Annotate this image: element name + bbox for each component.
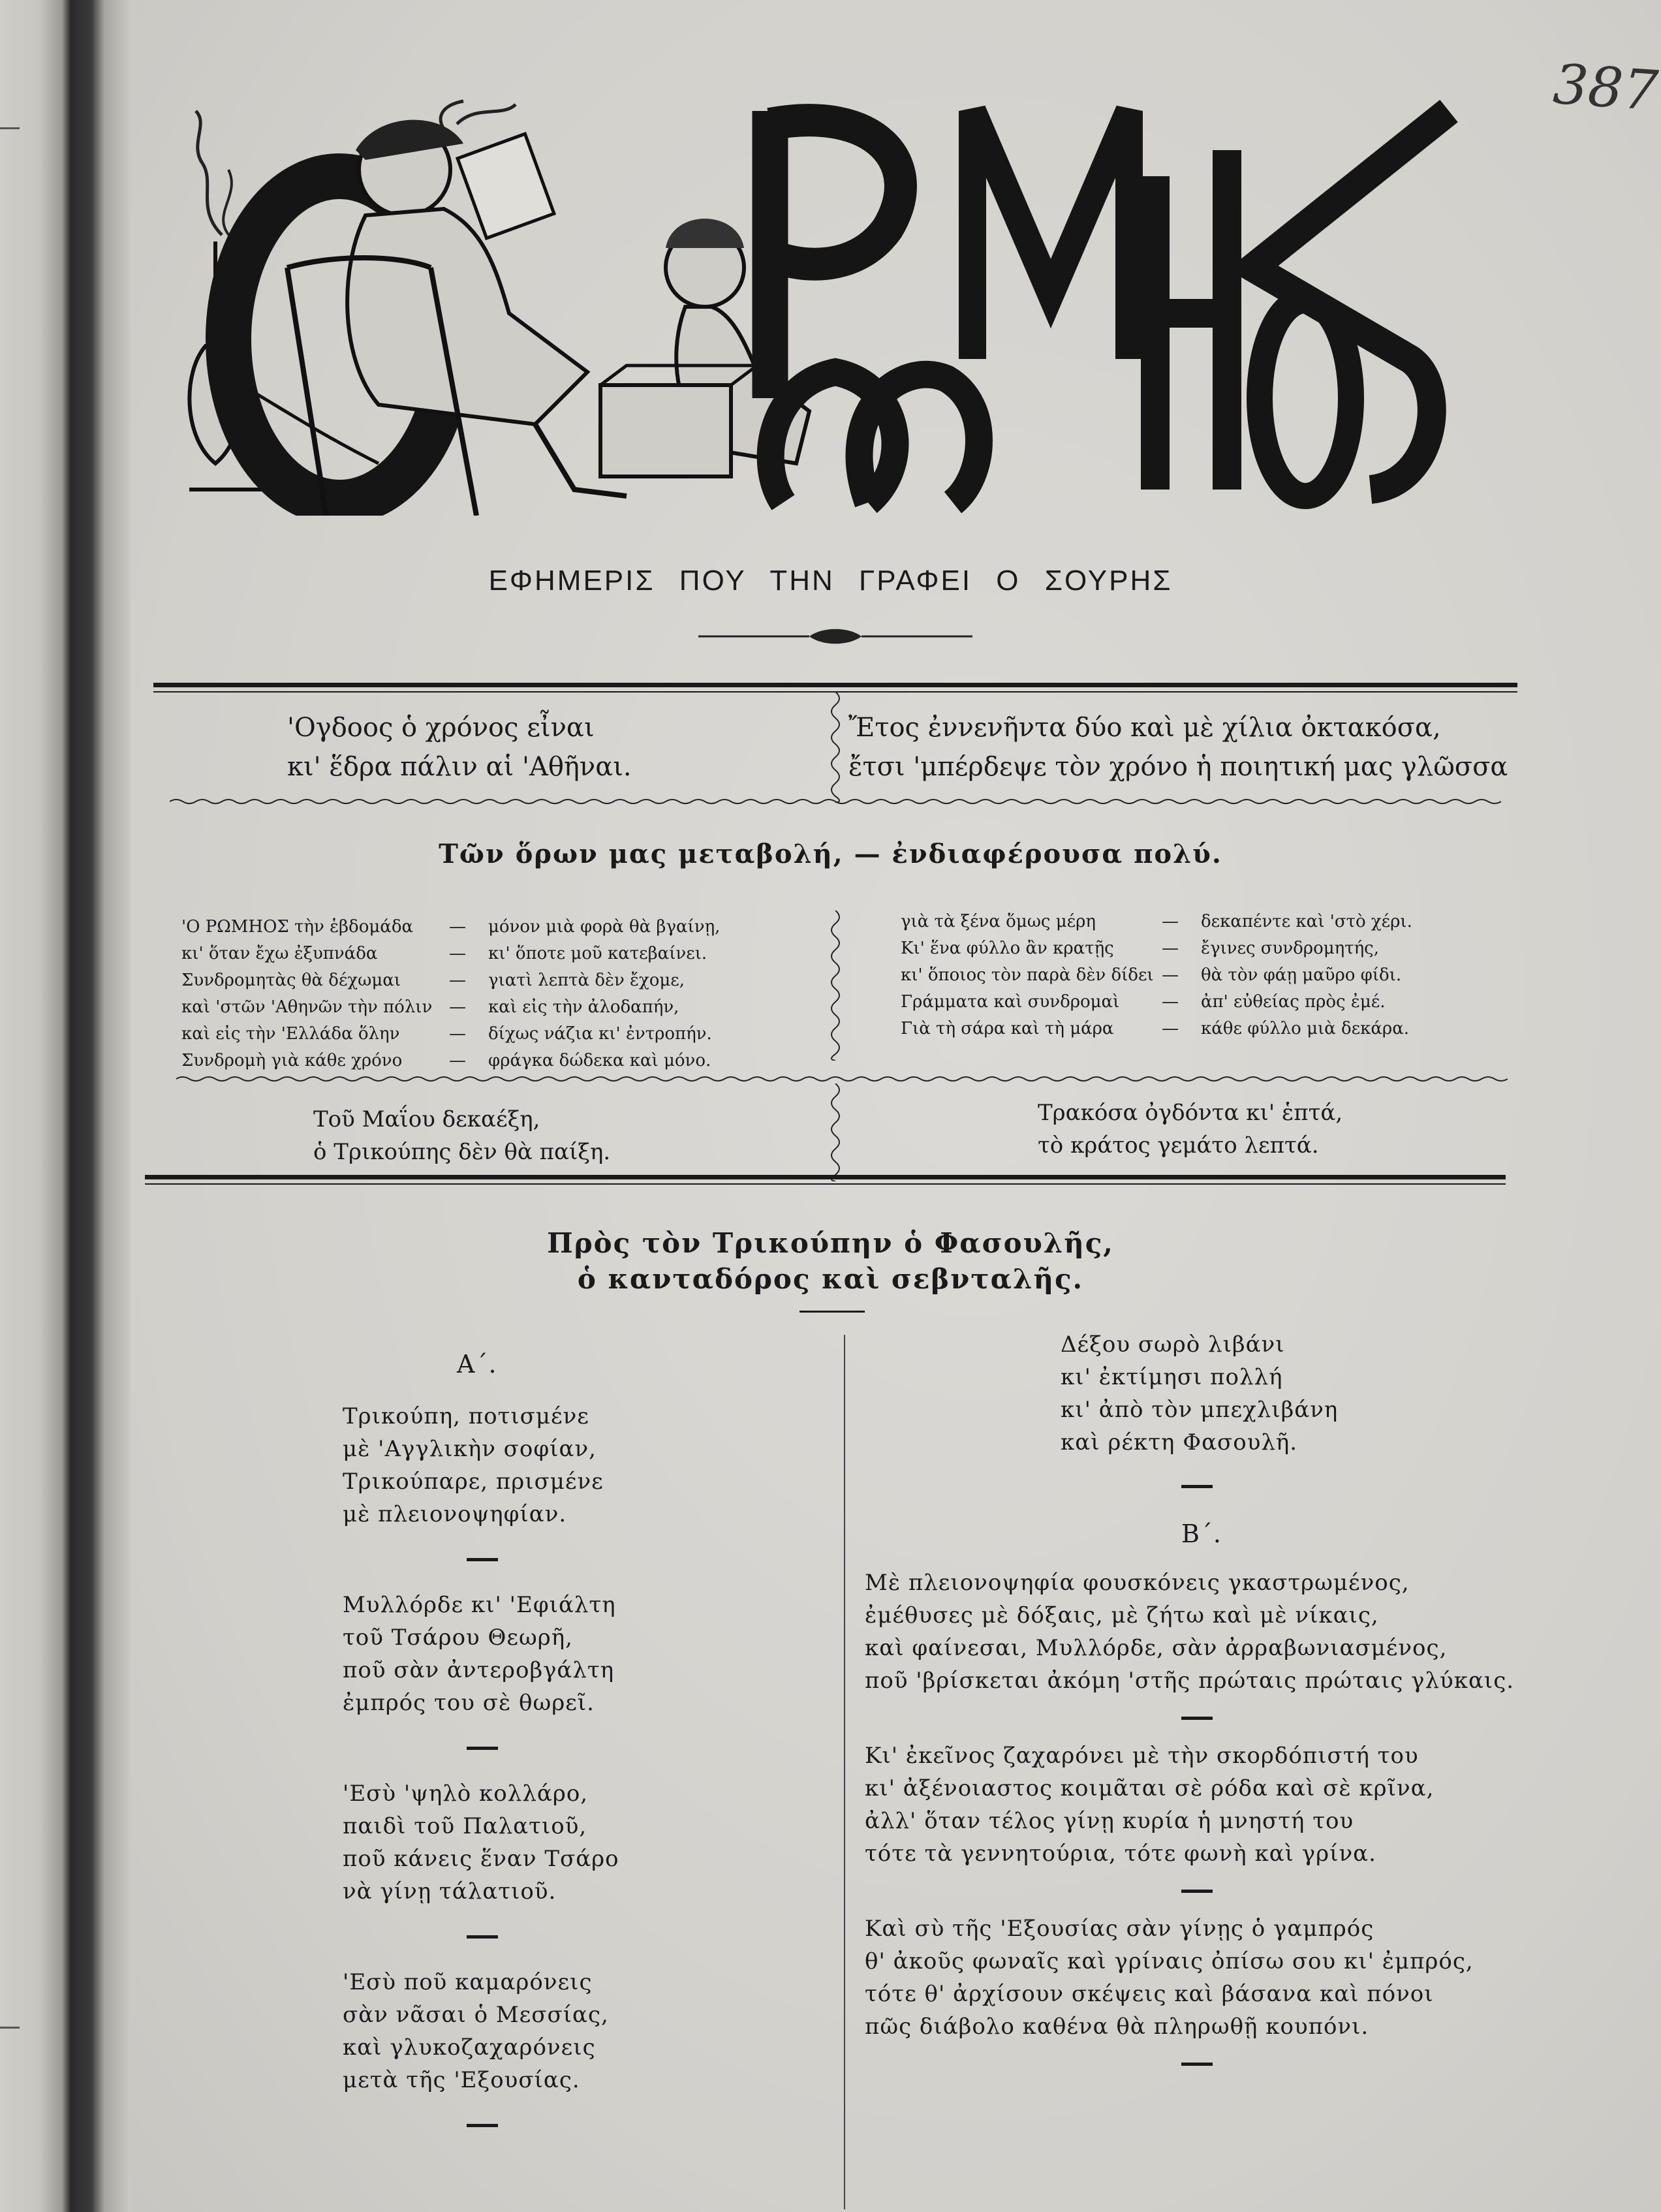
stanza-dash — [467, 2124, 498, 2127]
poem-line: μὲ πλειονοψηφίαν. — [343, 1501, 567, 1527]
terms-dash: — — [1162, 912, 1179, 931]
terms-title: Τῶν ὅρων μας μεταβολή, — ἐνδιαφέρουσα πολύ. — [439, 839, 1222, 869]
terms-row — [181, 967, 808, 994]
terms-dash: — — [1162, 939, 1179, 958]
poem-line: Κι' ἐκεῖνος ζαχαρόνει μὲ τὴν σκορδόπιστή του — [865, 1743, 1419, 1769]
article-title-line-1: Πρὸς τὸν Τρικούπην ὁ Φασουλῆς, — [547, 1227, 1114, 1259]
terms-row — [901, 935, 1488, 962]
margin-mark — [0, 127, 20, 129]
motto-left-line-1: 'Ογδοος ὁ χρόνος εἶναι — [287, 713, 595, 743]
terms-right-text: δεκαπέντε καὶ 'στὸ χέρι. — [1201, 912, 1412, 931]
terms-left-text: καὶ 'στῶν 'Αθηνῶν τὴν πόλιν — [181, 997, 433, 1017]
poem-line: μετὰ τῆς 'Εξουσίας. — [343, 2067, 580, 2093]
terms-row — [901, 989, 1488, 1016]
poem-line: 'Εσὺ 'ψηλὸ κολλάρο, — [343, 1781, 589, 1807]
terms-dash: — — [1162, 1019, 1179, 1038]
terms-right-text: ἀπ' εὐθείας πρὸς ἐμέ. — [1201, 992, 1386, 1012]
poem-line: ἐμέθυσες μὲ δόξαις, μὲ ζήτω καὶ μὲ νίκαις, — [865, 1602, 1379, 1628]
stanza-dash — [1181, 1485, 1213, 1488]
terms-right-text: κάθε φύλλο μιὰ δεκάρα. — [1201, 1019, 1410, 1038]
terms-dash: — — [449, 971, 466, 990]
poem-line: τότε θ' ἀρχίσουν σκέψεις καὶ βάσανα καὶ πόνοι — [865, 1981, 1434, 2007]
poem-line: Μυλλόρδε κι' 'Εφιάλτη — [343, 1592, 616, 1618]
stanza-dash — [1181, 1890, 1213, 1893]
wavy-rule-2 — [176, 1074, 1508, 1084]
motto-left-line-2: κι' ἕδρα πάλιν αἱ 'Αθῆναι. — [287, 752, 632, 782]
poem-line: θ' ἀκοῦς φωναῖς καὶ γρίναις ὀπίσω σου κι' ἐμπρός, — [865, 1948, 1474, 1974]
motto-wavy-divider — [828, 692, 843, 803]
date-right-line-1: Τρακόσα ὀγδόντα κι' ἑπτά, — [1038, 1100, 1343, 1126]
terms-right-text: καὶ εἰς τὴν ἀλοδαπήν, — [488, 997, 679, 1017]
poem-line: ἐμπρός του σὲ θωρεῖ. — [343, 1690, 595, 1716]
poem-line: κι' ἐκτίμησι πολλή — [1061, 1364, 1283, 1390]
poem-line: πῶς διάβολο καθένα θὰ πληρωθῇ κουπόνι. — [865, 2014, 1369, 2040]
masthead-subtitle: ΕΦΗΜΕΡΙΣ ΠΟΥ ΤΗΝ ΓΡΑΦΕΙ Ο ΣΟΥΡΗΣ — [488, 565, 1173, 597]
terms-row — [901, 909, 1488, 935]
article-title-line-2: ὁ κανταδόρος καὶ σεβνταλῆς. — [577, 1263, 1084, 1295]
date-wavy-divider — [828, 1083, 843, 1181]
terms-left-text: 'Ο ΡΩΜΗΟΣ τὴν ἑβδομάδα — [181, 917, 414, 937]
terms-dash: — — [449, 1024, 466, 1044]
top-double-rule — [153, 683, 1517, 693]
terms-right-text: κι' ὅποτε μοῦ κατεβαίνει. — [488, 944, 707, 963]
section-a-heading: Α΄. — [457, 1350, 497, 1379]
terms-right-column — [901, 909, 1488, 1042]
poem-line: Καὶ σὺ τῆς 'Εξουσίας σὰν γίνῃς ὁ γαμπρός — [865, 1916, 1374, 1942]
stanza-dash — [467, 1935, 498, 1939]
poem-right-first-stanza — [1061, 1328, 1338, 1459]
terms-row — [181, 994, 808, 1021]
wavy-rule-1 — [170, 796, 1501, 807]
terms-left-text: καὶ εἰς τὴν 'Ελλάδα ὅλην — [181, 1024, 400, 1044]
terms-left-text: Συνδρομητὰς θὰ δέχωμαι — [181, 971, 401, 990]
terms-left-text: γιὰ τὰ ξένα ὅμως μέρη — [901, 912, 1096, 931]
poem-line: μὲ 'Αγγλικὴν σοφίαν, — [343, 1436, 597, 1462]
poem-left-column — [343, 1400, 619, 2155]
stanza-dash — [1181, 2063, 1213, 2066]
terms-row — [901, 1016, 1488, 1042]
terms-left-column — [181, 914, 808, 1074]
stanza-dash — [1181, 1717, 1213, 1720]
terms-right-text: θὰ τὸν φάῃ μαῦρο φίδι. — [1201, 965, 1402, 985]
terms-left-text: κι' ὅταν ἔχω ἐξυπνάδα — [181, 944, 378, 963]
poem-line: ποῦ σὰν ἀντεροβγάλτη — [343, 1657, 615, 1683]
terms-right-text: μόνον μιὰ φορὰ θὰ βγαίνῃ, — [488, 917, 721, 937]
poem-line: νὰ γίνῃ τάλατιοῦ. — [343, 1878, 557, 1905]
title-underline — [799, 1311, 865, 1313]
terms-dash: — — [1162, 965, 1179, 985]
ornament-divider — [698, 627, 972, 646]
terms-left-text: Κι' ἕνα φύλλο ἂν κρατῇς — [901, 939, 1114, 958]
poem-line: τότε τὰ γεννητούρια, τότε φωνὴ καὶ γρίνα. — [865, 1841, 1376, 1867]
terms-right-text: δίχως νάζια κι' ἐντροπήν. — [488, 1024, 712, 1044]
poem-line: Μὲ πλειονοψηφία φουσκόνεις γκαστρωμένος, — [865, 1570, 1410, 1596]
terms-row — [181, 1021, 808, 1048]
margin-mark — [0, 2027, 20, 2029]
poem-line: ἀλλ' ὅταν τέλος γίνῃ κυρία ἡ μνηστή του — [865, 1808, 1354, 1834]
terms-row — [181, 1048, 808, 1074]
date-left-line-1: Τοῦ Μαΐου δεκαέξη, — [313, 1106, 540, 1132]
masthead — [170, 98, 1462, 516]
poem-line: 'Εσὺ ποῦ καμαρόνεις — [343, 1969, 593, 1995]
date-right-line-2: τὸ κράτος γεμάτο λεπτά. — [1038, 1132, 1319, 1159]
terms-dash: — — [449, 917, 466, 937]
terms-dash: — — [449, 944, 466, 963]
poem-line: παιδὶ τοῦ Παλατιοῦ, — [343, 1813, 587, 1839]
motto-right-line-2: ἔτσι 'μπέρδεψε τὸν χρόνο ἡ ποιητική μας γλῶσσα — [848, 752, 1508, 782]
poem-line: Δέξου σωρὸ λιβάνι — [1061, 1332, 1285, 1358]
terms-row — [181, 914, 808, 941]
poem-line: καὶ ρέκτη Φασουλῆ. — [1061, 1429, 1298, 1456]
page-number: 387 — [1551, 52, 1660, 123]
poem-line: τοῦ Τσάρου Θεωρῆ, — [343, 1625, 573, 1651]
poem-line: Τρικούπαρε, πρισμένε — [343, 1469, 604, 1495]
bottom-double-rule — [145, 1175, 1506, 1185]
terms-dash: — — [449, 997, 466, 1017]
terms-wavy-divider — [828, 911, 843, 1061]
poem-line: ποῦ κάνεις ἕναν Τσάρο — [343, 1846, 619, 1872]
date-left-line-2: ὁ Τρικούπης δὲν θὰ παίξη. — [313, 1139, 611, 1165]
poem-line: κι' ἀξένοιαστος κοιμᾶται σὲ ρόδα καὶ σὲ κρῖνα, — [865, 1775, 1435, 1801]
motto-right-line-1: Ἔτος ἐννενῆντα δύο καὶ μὲ χίλια ὀκτακόσα, — [848, 713, 1441, 743]
stanza-dash — [467, 1558, 498, 1561]
terms-left-text: Γιὰ τὴ σάρα καὶ τὴ μάρα — [901, 1019, 1114, 1038]
book-binding — [0, 0, 131, 2212]
column-rule — [844, 1335, 845, 2209]
terms-left-text: Συνδρομὴ γιὰ κάθε χρόνο — [181, 1051, 403, 1070]
poem-line: Τρικούπη, ποτισμένε — [343, 1403, 589, 1429]
terms-right-text: ἔγινες συνδρομητής, — [1201, 939, 1379, 958]
poem-line: κι' ἀπὸ τὸν μπεχλιβάνη — [1061, 1397, 1339, 1423]
terms-dash: — — [1162, 992, 1179, 1012]
terms-row — [901, 962, 1488, 989]
terms-dash: — — [449, 1051, 466, 1070]
poem-right-column — [865, 1566, 1514, 2085]
poem-line: καὶ φαίνεσαι, Μυλλόρδε, σὰν ἀρραβωνιασμένος, — [865, 1635, 1448, 1661]
terms-left-text: κι' ὅποιος τὸν παρὰ δὲν δίδει — [901, 965, 1154, 985]
terms-right-text: φράγκα δώδεκα καὶ μόνο. — [488, 1051, 711, 1070]
masthead-logo — [170, 98, 1462, 516]
poem-line: ποῦ 'βρίσκεται ἀκόμη 'στῆς πρώταις πρώταις γλύκαις. — [865, 1668, 1515, 1694]
stanza-dash — [467, 1747, 498, 1750]
terms-right-text: γιατὶ λεπτὰ δὲν ἔχομε, — [488, 971, 685, 990]
section-b-heading: Β΄. — [1181, 1519, 1222, 1548]
terms-row — [181, 941, 808, 967]
poem-line: καὶ γλυκοζαχαρόνεις — [343, 2034, 596, 2061]
poem-line: σὰν νᾶσαι ὁ Μεσσίας, — [343, 2002, 609, 2028]
terms-left-text: Γράμματα καὶ συνδρομαὶ — [901, 992, 1120, 1012]
